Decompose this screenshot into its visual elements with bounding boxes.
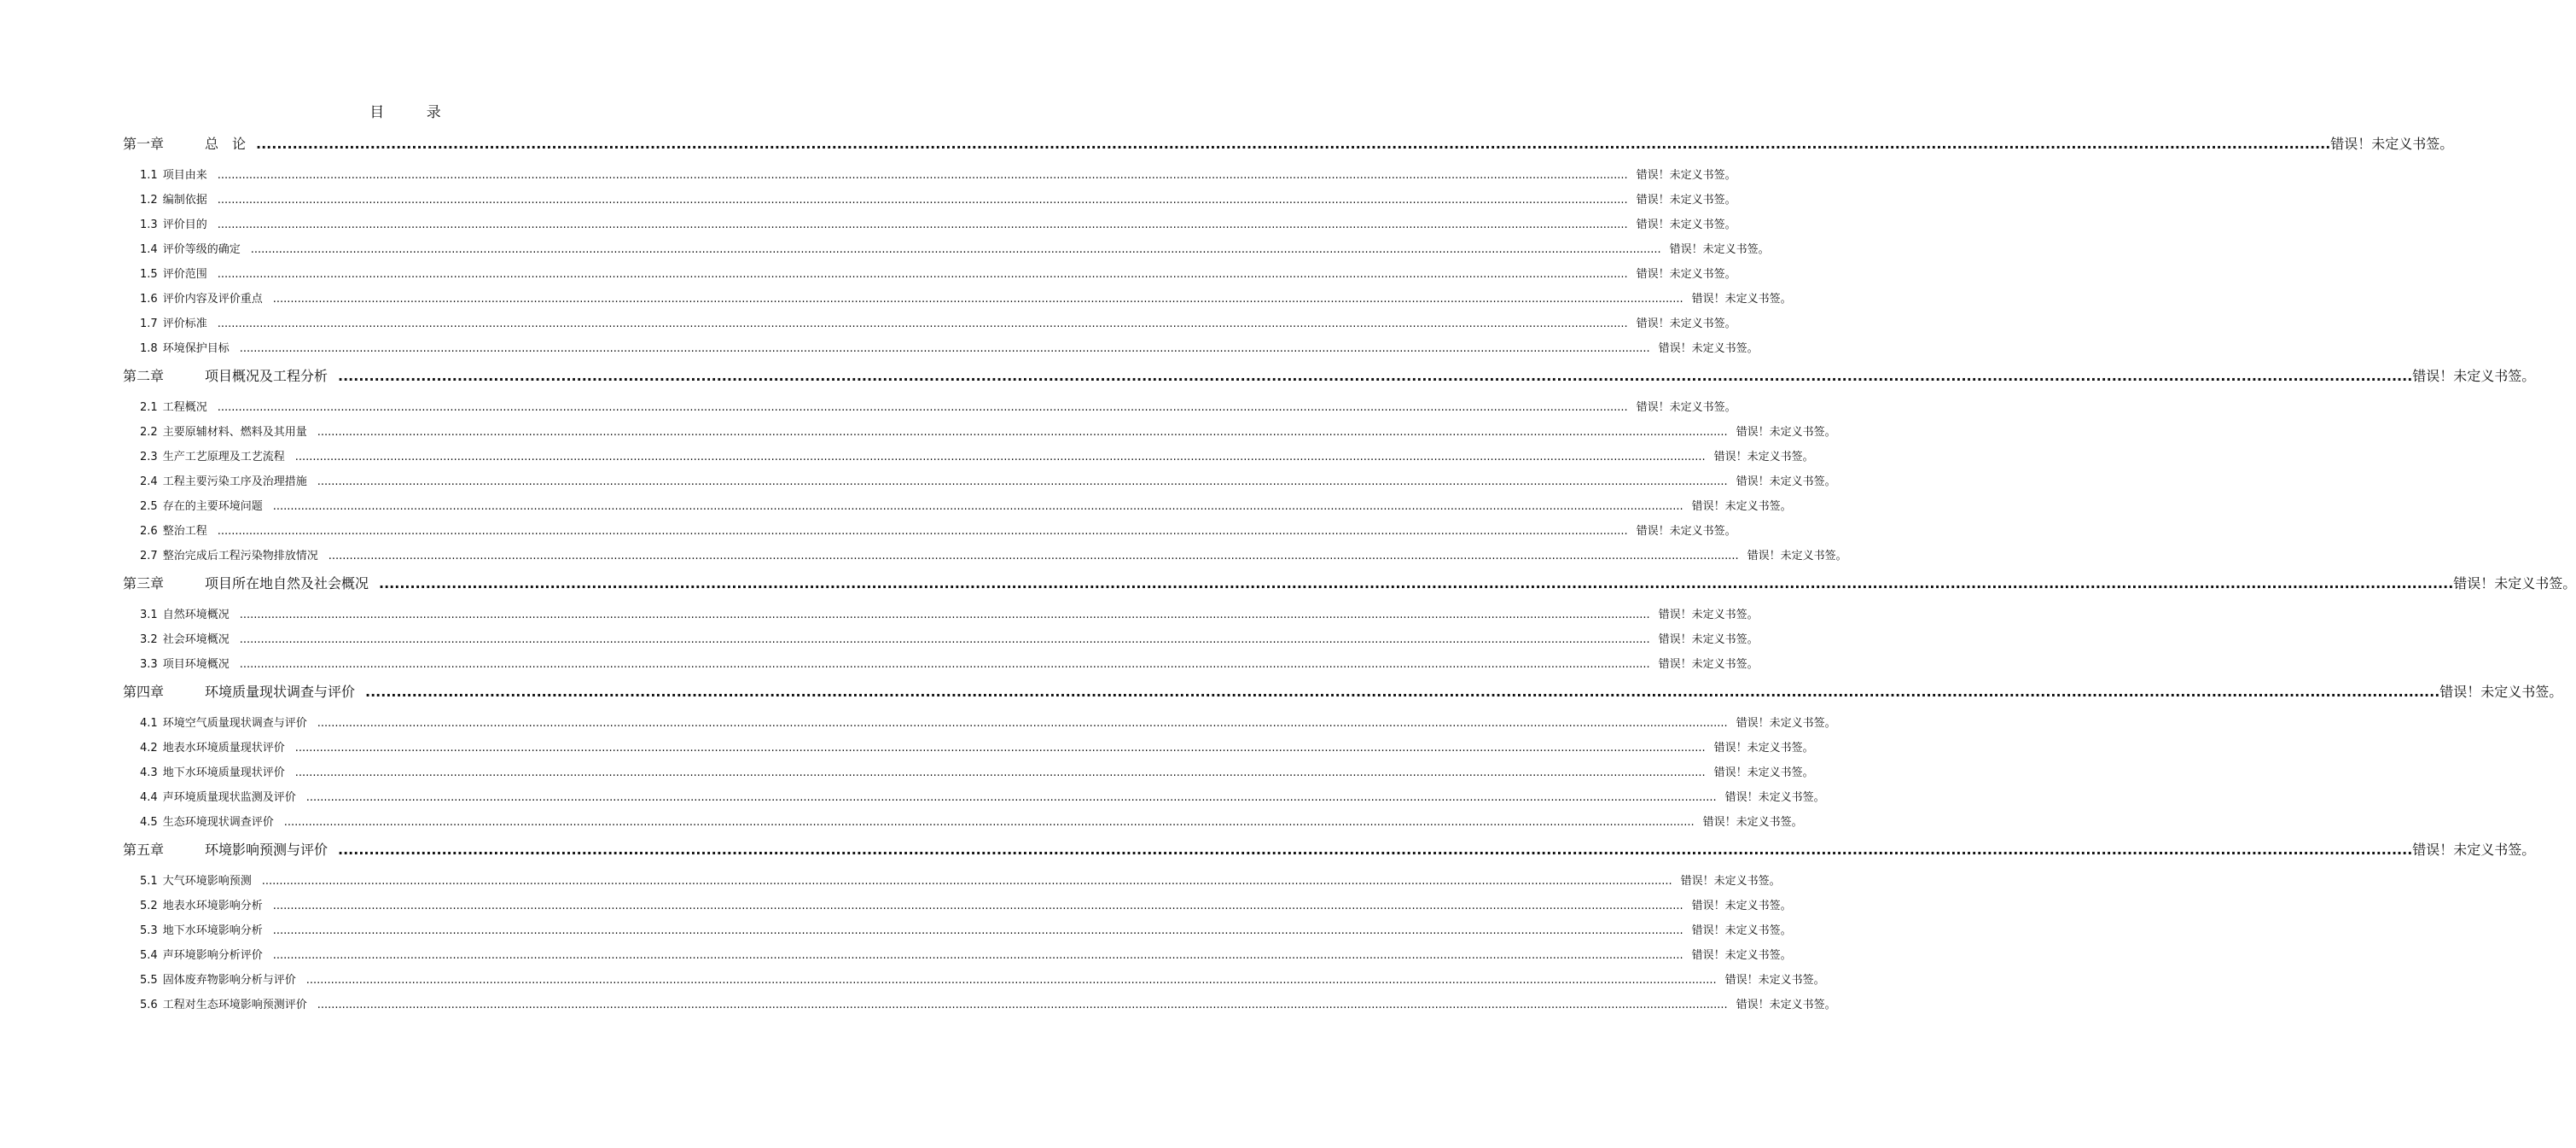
page-reference: 错误！未定义书签。	[2412, 842, 2536, 858]
toc-section-entry[interactable]	[140, 872, 1781, 891]
section-title: 整治完成后工程污染物排放情况	[162, 550, 318, 562]
dot-leader: ................................................................................................................................................................................................................................................................................................................................................................................................................	[338, 368, 2413, 384]
toc-section-entry[interactable]	[140, 813, 1803, 832]
section-title: 声环境影响分析评价	[162, 949, 263, 962]
page-reference: 错误！未定义书签。	[2453, 575, 2576, 591]
section-title: 整治工程	[162, 525, 207, 538]
page-reference: 错误！未定义书签。	[1713, 766, 1814, 779]
dot-leader: ................................................................................................................................................................................................................................................................................................................................................................................................................	[272, 293, 1683, 306]
page-reference: 错误！未定义书签。	[2439, 684, 2563, 700]
section-title: 编制依据	[162, 194, 207, 207]
section-number: 4.5	[140, 816, 158, 829]
toc-section-entry[interactable]	[140, 166, 1736, 185]
section-number: 4.3	[140, 766, 158, 779]
section-number: 4.2	[140, 742, 158, 755]
dot-leader: ................................................................................................................................................................................................................................................................................................................................................................................................................	[217, 525, 1628, 538]
toc-section-entry[interactable]	[140, 606, 1759, 625]
section-title: 地下水环境影响分析	[162, 924, 263, 937]
page-reference: 错误！未定义书签。	[1636, 318, 1736, 330]
page-reference: 错误！未定义书签。	[1724, 974, 1825, 987]
page-reference: 错误！未定义书签。	[1736, 426, 1836, 439]
page-reference: 错误！未定义书签。	[2330, 136, 2454, 152]
section-title: 地表水环境质量现状评价	[162, 742, 285, 755]
page-reference: 错误！未定义书签。	[1724, 791, 1825, 804]
chapter-title: 项目所在地自然及社会概况	[205, 575, 369, 591]
section-number: 5.6	[140, 999, 158, 1011]
section-number: 5.5	[140, 974, 158, 987]
dot-leader: ................................................................................................................................................................................................................................................................................................................................................................................................................	[317, 475, 1728, 488]
toc-section-entry[interactable]	[140, 315, 1736, 334]
section-title: 大气环境影响预测	[162, 875, 252, 888]
dot-leader: ................................................................................................................................................................................................................................................................................................................................................................................................................	[239, 658, 1650, 671]
dot-leader: ................................................................................................................................................................................................................................................................................................................................................................................................................	[261, 875, 1672, 888]
section-number: 1.3	[140, 219, 158, 231]
section-number: 2.1	[140, 401, 158, 414]
section-title: 项目由来	[162, 169, 207, 182]
section-title: 存在的主要环境问题	[162, 500, 263, 513]
dot-leader: ................................................................................................................................................................................................................................................................................................................................................................................................................	[272, 500, 1683, 513]
section-title: 评价等级的确定	[162, 243, 241, 256]
section-title: 声环境质量现状监测及评价	[162, 791, 296, 804]
section-number: 1.6	[140, 293, 158, 306]
page-reference: 错误！未定义书签。	[1691, 949, 1792, 962]
dot-leader: ................................................................................................................................................................................................................................................................................................................................................................................................................	[283, 816, 1695, 829]
dot-leader: ................................................................................................................................................................................................................................................................................................................................................................................................................	[294, 451, 1706, 463]
toc-section-entry[interactable]	[140, 656, 1759, 674]
page-reference: 错误！未定义书签。	[1747, 550, 1847, 562]
section-number: 3.3	[140, 658, 158, 671]
toc-section-entry[interactable]	[140, 340, 1759, 358]
toc-section-entry[interactable]	[140, 191, 1736, 210]
section-title: 环境保护目标	[162, 342, 230, 355]
toc-chapter-entry[interactable]	[123, 364, 2536, 388]
chapter-number: 第三章	[123, 575, 165, 591]
section-number: 5.2	[140, 900, 158, 912]
page-reference: 错误！未定义书签。	[1658, 633, 1759, 646]
page-reference: 错误！未定义书签。	[1658, 342, 1759, 355]
section-title: 评价内容及评价重点	[162, 293, 263, 306]
section-title: 地表水环境影响分析	[162, 900, 263, 912]
section-title: 评价范围	[162, 268, 207, 281]
toc-chapter-entry[interactable]	[123, 838, 2536, 862]
dot-leader: ................................................................................................................................................................................................................................................................................................................................................................................................................	[272, 924, 1683, 937]
section-title: 生产工艺原理及工艺流程	[162, 451, 285, 463]
section-number: 5.3	[140, 924, 158, 937]
page-reference: 错误！未定义书签。	[1702, 816, 1803, 829]
section-number: 5.4	[140, 949, 158, 962]
page-reference: 错误！未定义书签。	[1636, 401, 1736, 414]
page-reference: 错误！未定义书签。	[1713, 451, 1814, 463]
page-reference: 错误！未定义书签。	[1691, 900, 1792, 912]
dot-leader: ................................................................................................................................................................................................................................................................................................................................................................................................................	[317, 426, 1728, 439]
dot-leader: ................................................................................................................................................................................................................................................................................................................................................................................................................	[272, 900, 1683, 912]
section-number: 2.3	[140, 451, 158, 463]
toc-section-entry[interactable]	[140, 897, 1792, 916]
toc-section-entry[interactable]	[140, 631, 1759, 650]
section-title: 环境空气质量现状调查与评价	[162, 717, 307, 730]
section-number: 1.2	[140, 194, 158, 207]
dot-leader: ................................................................................................................................................................................................................................................................................................................................................................................................................	[217, 194, 1628, 207]
toc-section-entry[interactable]	[140, 423, 1836, 442]
dot-leader: ................................................................................................................................................................................................................................................................................................................................................................................................................	[256, 136, 2331, 152]
section-title: 自然环境概况	[162, 609, 230, 621]
page-reference: 错误！未定义书签。	[1658, 658, 1759, 671]
dot-leader: ................................................................................................................................................................................................................................................................................................................................................................................................................	[338, 842, 2413, 858]
chapter-title: 环境影响预测与评价	[205, 842, 329, 858]
page-reference: 错误！未定义书签。	[1636, 219, 1736, 231]
section-title: 评价标准	[162, 318, 207, 330]
dot-leader: ................................................................................................................................................................................................................................................................................................................................................................................................................	[305, 974, 1717, 987]
dot-leader: ................................................................................................................................................................................................................................................................................................................................................................................................................	[317, 717, 1728, 730]
page-reference: 错误！未定义书签。	[1636, 525, 1736, 538]
section-number: 5.1	[140, 875, 158, 888]
section-number: 3.2	[140, 633, 158, 646]
section-title: 评价目的	[162, 219, 207, 231]
section-number: 1.5	[140, 268, 158, 281]
toc-chapter-entry[interactable]	[123, 572, 2576, 596]
toc-section-entry[interactable]	[140, 241, 1770, 259]
toc-section-entry[interactable]	[140, 714, 1836, 733]
toc-section-entry[interactable]	[140, 522, 1736, 541]
page-reference: 错误！未定义书签。	[1713, 742, 1814, 755]
section-title: 工程对生态环境影响预测评价	[162, 999, 307, 1011]
dot-leader: ................................................................................................................................................................................................................................................................................................................................................................................................................	[217, 318, 1628, 330]
dot-leader: ................................................................................................................................................................................................................................................................................................................................................................................................................	[317, 999, 1728, 1011]
page-reference: 错误！未定义书签。	[1680, 875, 1781, 888]
toc-section-entry[interactable]	[140, 448, 1814, 467]
section-title: 地下水环境质量现状评价	[162, 766, 285, 779]
toc-section-entry[interactable]	[140, 947, 1792, 965]
page-reference: 错误！未定义书签。	[1736, 717, 1836, 730]
page-reference: 错误！未定义书签。	[1669, 243, 1770, 256]
toc-section-entry[interactable]	[140, 216, 1736, 235]
dot-leader: ................................................................................................................................................................................................................................................................................................................................................................................................................	[294, 766, 1706, 779]
toc-section-entry[interactable]	[140, 290, 1792, 309]
section-title: 工程主要污染工序及治理措施	[162, 475, 307, 488]
section-title: 社会环境概况	[162, 633, 230, 646]
chapter-title: 总 论	[205, 136, 247, 152]
toc-chapter-entry[interactable]	[123, 680, 2563, 704]
page-reference: 错误！未定义书签。	[1636, 194, 1736, 207]
toc-section-entry[interactable]	[140, 789, 1825, 807]
toc-section-entry[interactable]	[140, 265, 1736, 284]
dot-leader: ................................................................................................................................................................................................................................................................................................................................................................................................................	[239, 633, 1650, 646]
page-reference: 错误！未定义书签。	[1658, 609, 1759, 621]
toc-chapter-entry[interactable]	[123, 132, 2454, 156]
page-reference: 错误！未定义书签。	[1736, 475, 1836, 488]
section-title: 主要原辅材料、燃料及其用量	[162, 426, 307, 439]
dot-leader: ................................................................................................................................................................................................................................................................................................................................................................................................................	[328, 550, 1739, 562]
dot-leader: ................................................................................................................................................................................................................................................................................................................................................................................................................	[239, 342, 1650, 355]
section-number: 1.1	[140, 169, 158, 182]
dot-leader: ................................................................................................................................................................................................................................................................................................................................................................................................................	[379, 575, 2454, 591]
dot-leader: ................................................................................................................................................................................................................................................................................................................................................................................................................	[272, 949, 1683, 962]
section-number: 2.4	[140, 475, 158, 488]
page-reference: 错误！未定义书签。	[1691, 293, 1792, 306]
chapter-number: 第四章	[123, 684, 165, 700]
toc-section-entry[interactable]	[140, 399, 1736, 417]
dot-leader: ................................................................................................................................................................................................................................................................................................................................................................................................................	[217, 169, 1628, 182]
toc-section-entry[interactable]	[140, 498, 1792, 516]
chapter-title: 环境质量现状调查与评价	[205, 684, 356, 700]
section-number: 3.1	[140, 609, 158, 621]
section-number: 2.7	[140, 550, 158, 562]
dot-leader: ................................................................................................................................................................................................................................................................................................................................................................................................................	[294, 742, 1706, 755]
dot-leader: ................................................................................................................................................................................................................................................................................................................................................................................................................	[365, 684, 2440, 700]
page-reference: 错误！未定义书签。	[1691, 924, 1792, 937]
toc-section-entry[interactable]	[140, 547, 1847, 566]
page-reference: 错误！未定义书签。	[2412, 368, 2536, 384]
page-reference: 错误！未定义书签。	[1691, 500, 1792, 513]
toc-section-entry[interactable]	[140, 971, 1825, 990]
section-title: 工程概况	[162, 401, 207, 414]
section-number: 2.6	[140, 525, 158, 538]
toc-title: 目 录	[369, 104, 460, 121]
dot-leader: ................................................................................................................................................................................................................................................................................................................................................................................................................	[239, 609, 1650, 621]
dot-leader: ................................................................................................................................................................................................................................................................................................................................................................................................................	[217, 219, 1628, 231]
page-reference: 错误！未定义书签。	[1636, 268, 1736, 281]
dot-leader: ................................................................................................................................................................................................................................................................................................................................................................................................................	[250, 243, 1661, 256]
section-number: 1.4	[140, 243, 158, 256]
dot-leader: ................................................................................................................................................................................................................................................................................................................................................................................................................	[217, 401, 1628, 414]
page-reference: 错误！未定义书签。	[1736, 999, 1836, 1011]
chapter-number: 第一章	[123, 136, 165, 152]
section-title: 固体废弃物影响分析与评价	[162, 974, 296, 987]
section-number: 1.7	[140, 318, 158, 330]
toc-section-entry[interactable]	[140, 996, 1836, 1015]
chapter-number: 第五章	[123, 842, 165, 858]
section-number: 4.1	[140, 717, 158, 730]
chapter-title: 项目概况及工程分析	[205, 368, 329, 384]
toc-section-entry[interactable]	[140, 473, 1836, 492]
section-number: 1.8	[140, 342, 158, 355]
chapter-number: 第二章	[123, 368, 165, 384]
section-number: 2.5	[140, 500, 158, 513]
section-title: 生态环境现状调查评价	[162, 816, 274, 829]
toc-section-entry[interactable]	[140, 922, 1792, 941]
section-title: 项目环境概况	[162, 658, 230, 671]
dot-leader: ................................................................................................................................................................................................................................................................................................................................................................................................................	[217, 268, 1628, 281]
dot-leader: ................................................................................................................................................................................................................................................................................................................................................................................................................	[305, 791, 1717, 804]
section-number: 4.4	[140, 791, 158, 804]
toc-section-entry[interactable]	[140, 764, 1814, 783]
section-number: 2.2	[140, 426, 158, 439]
toc-section-entry[interactable]	[140, 739, 1814, 758]
page-reference: 错误！未定义书签。	[1636, 169, 1736, 182]
